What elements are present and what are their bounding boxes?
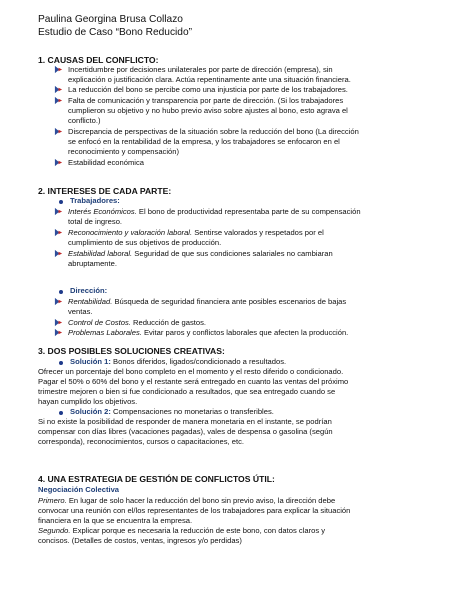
cause-item: La reducción del bono se percibe como una injusticia por parte de los trabajadores. [68,85,348,94]
dot-bullet-icon [59,200,63,204]
arrow-bullet-icon [54,228,63,237]
step-label: Segundo. [38,526,71,535]
solution-2-text: corresponda), reconocimientos, cursos o capacitaciones, etc. [38,437,244,446]
solution-1-text: Pagar el 50% o 60% del bono y el restante será entregado en cuanto las ventas del próximo [38,377,349,386]
interest-name: Interés Económicos. [68,207,137,216]
cause-item-cont: reconocimiento y compensación) [68,147,180,156]
solution-1-text: hayan cumplido los objetivos. [38,397,138,406]
cause-item-cont: conflicto.) [68,116,101,125]
management-interest [68,297,346,306]
worker-interest [68,249,333,258]
step-label: Primero. [38,496,67,505]
cause-item-cont: cumplieron su objetivo y no hubo previo aviso sobre ajustes al bono, esto agrava el [68,106,348,115]
management-interest-cont: ventas. [68,307,93,316]
workers-heading: Trabajadores: [70,196,120,205]
worker-interest-cont: cumplimiento de sus objetivos de producción. [68,238,222,247]
solution-1-label: Solución 1: [70,357,111,366]
arrow-bullet-icon [54,65,63,74]
arrow-bullet-icon [54,207,63,216]
strategy-step [38,496,335,505]
solution-2-summary: Compensaciones no monetarias o transferibles. [110,407,274,416]
section-1-title: 1. CAUSAS DEL CONFLICTO: [38,55,159,65]
solution-1-summary: Bonos diferidos, ligados/condicionado a resultados. [110,357,287,366]
interest-name: Problemas Laborales. [68,328,142,337]
management-interest [68,318,206,327]
section-2-title: 2. INTERESES DE CADA PARTE: [38,186,172,196]
arrow-bullet-icon [54,96,63,105]
strategy-subtitle: Negociación Colectiva [38,485,120,494]
arrow-bullet-icon [54,318,63,327]
interest-desc: Evitar paros y conflictos laborales que afecten la producción. [141,328,349,337]
interest-desc: El bono de productividad representaba parte de su compensación [136,207,361,216]
interest-desc: Búsqueda de seguridad financiera ante posibles escenarios de bajas [112,297,347,306]
interest-name: Reconocimiento y valoración laboral. [68,228,193,237]
worker-interest [68,228,324,237]
solution-2-heading [70,407,274,416]
interest-desc: Seguridad de que sus condiciones salariales no cambiaran [132,249,333,258]
cause-item-cont: se enfocó en la rentabilidad de la empresa, y los trabajadores se enfocaron en el [68,137,340,146]
management-interest [68,328,348,337]
solution-1-text: Ofrecer un porcentaje del bono completo en el momento y el resto diferido o condicionado. [38,367,344,376]
arrow-bullet-icon [54,297,63,306]
dot-bullet-icon [59,411,63,415]
step-desc: En lugar de solo hacer la reducción del bono sin previo aviso, la dirección debe [66,496,336,505]
strategy-step [38,526,325,535]
arrow-bullet-icon [54,85,63,94]
interest-desc: Sentirse valorados y respetados por el [192,228,324,237]
section-4-title: 4. UNA ESTRATEGIA DE GESTIÓN DE CONFLICTOS ÚTIL: [38,474,275,484]
cause-item-cont: explicación o justificación clara. Actúa repentinamente ante una situación financiera. [68,75,351,84]
cause-item: Incertidumbre por decisiones unilaterales por parte de dirección (empresa), sin [68,65,333,74]
solution-2-text: Si no existe la posibilidad de responder de manera monetaria en el instante, se podrían [38,417,332,426]
strategy-step-cont: financiera en la que se encuentra la empresa. [38,516,193,525]
cause-item: Discrepancia de perspectivas de la situación sobre la reducción del bono (La dirección [68,127,359,136]
management-heading: Dirección: [70,286,108,295]
arrow-bullet-icon [54,127,63,136]
worker-interest [68,207,361,216]
interest-name: Control de Costos. [68,318,131,327]
dot-bullet-icon [59,361,63,365]
cause-item: Estabilidad económica [68,158,144,167]
step-desc: Explicar porque es necesaria la reducción de este bono, con datos claros y [70,526,326,535]
worker-interest-cont: abruptamente. [68,259,117,268]
section-3-title: 3. DOS POSIBLES SOLUCIONES CREATIVAS: [38,346,225,356]
case-title: Estudio de Caso “Bono Reducido” [38,27,193,38]
strategy-step-cont: convocar una reunión con el/los representantes de los trabajadores para explicar la situación [38,506,351,515]
interest-desc: Reducción de gastos. [130,318,207,327]
strategy-step-cont: concisos. (Detalles de costos, ventas, ingresos y/o perdidas) [38,536,242,545]
arrow-bullet-icon [54,249,63,258]
cause-item: Falta de comunicación y transparencia por parte de dirección. (Si los trabajadores [68,96,344,105]
arrow-bullet-icon [54,158,63,167]
interest-name: Rentabilidad. [68,297,113,306]
solution-1-text: trimestre mejoren o bien si fue condicionado a resultados, que sea entregado cuando se [38,387,336,396]
dot-bullet-icon [59,290,63,294]
solution-2-label: Solución 2: [70,407,111,416]
interest-name: Estabilidad laboral. [68,249,133,258]
author-name: Paulina Georgina Brusa Collazo [38,14,183,25]
solution-1-heading [70,357,286,366]
solution-2-text: compensar con días libres (vacaciones pagadas), vales de despensa o gasolina (según [38,427,333,436]
arrow-bullet-icon [54,328,63,337]
worker-interest-cont: total de ingreso. [68,217,123,226]
